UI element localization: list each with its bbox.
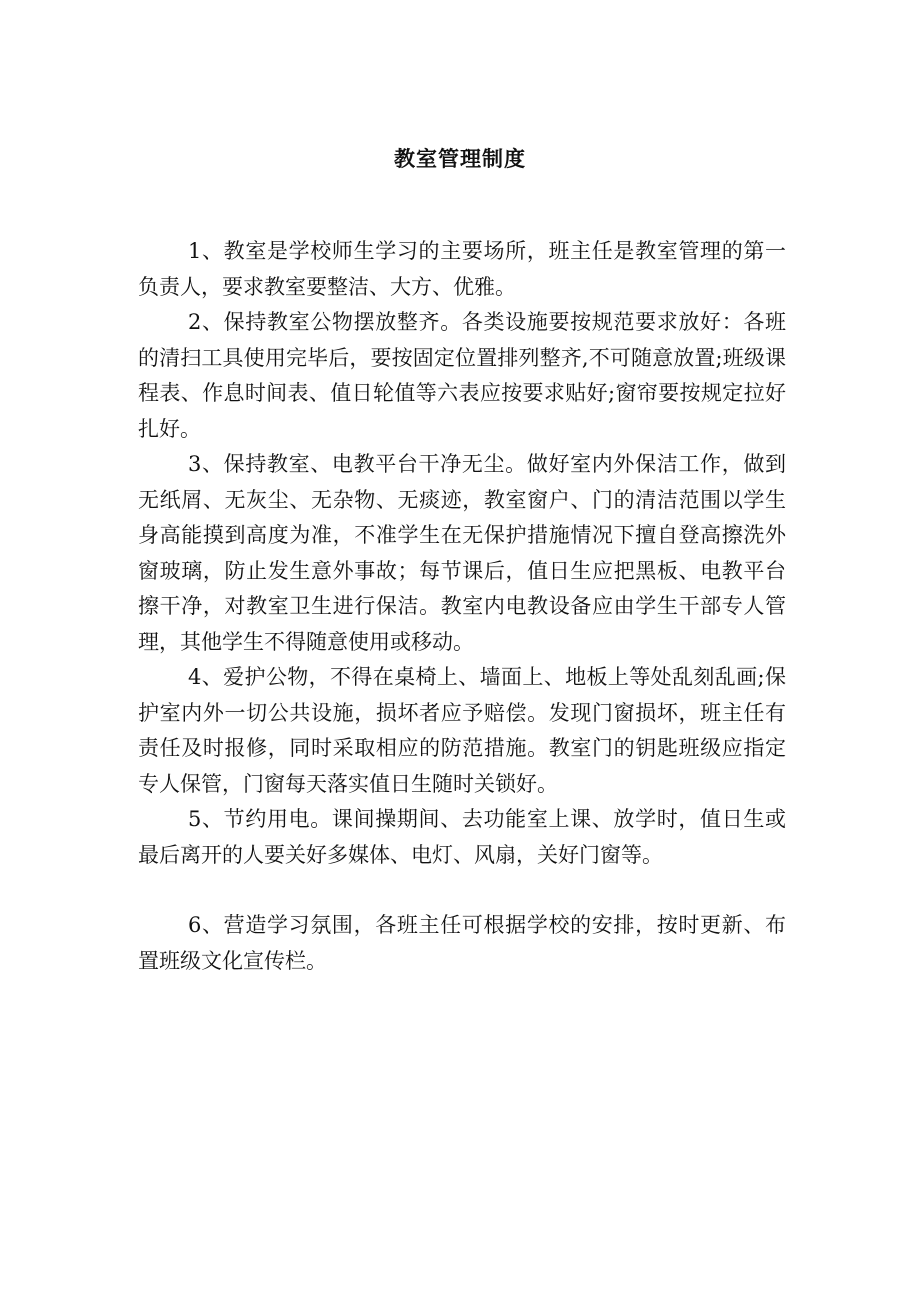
rule-paragraph-4: 4、爱护公物，不得在桌椅上、墙面上、地板上等处乱刻乱画;保护室内外一切公共设施，损坏者应予赔偿。发现门窗损坏，班主任有责任及时报修，同时采取相应的防范措施。教室门的钥匙班级应指定专人保管，门窗每天落实值日生随时关锁好。	[138, 665, 786, 796]
document-title: 教室管理制度	[394, 147, 526, 171]
rule-paragraph-6: 6、营造学习氛围，各班主任可根据学校的安排，按时更新、布置班级文化宣传栏。	[138, 913, 786, 973]
rule-paragraph-5: 5、节约用电。课间操期间、去功能室上课、放学时，值日生或最后离开的人要关好多媒体、电灯、风扇，关好门窗等。	[138, 807, 786, 867]
rule-paragraph-3: 3、保持教室、电教平台干净无尘。做好室内外保洁工作，做到无纸屑、无灰尘、无杂物、无痰迹，教室窗户、门的清洁范围以学生身高能摸到高度为准，不准学生在无保护措施情况下擅自登高擦洗外窗玻璃，防止发生意外事故；每节课后，值日生应把黑板、电教平台擦干净，对教室卫生进行保洁。教室内电教设备应由学生干部专人管理，其他学生不得随意使用或移动。	[138, 452, 786, 654]
document-body	[138, 234, 786, 979]
rule-paragraph-1: 1、教室是学校师生学习的主要场所，班主任是教室管理的第一负责人，要求教室要整洁、大方、优雅。	[138, 239, 786, 299]
rule-paragraph-2: 2、保持教室公物摆放整齐。各类设施要按规范要求放好：各班的清扫工具使用完毕后，要按固定位置排列整齐,不可随意放置;班级课程表、作息时间表、值日轮值等六表应按要求贴好;窗帘要按规定拉好扎好。	[138, 310, 786, 441]
